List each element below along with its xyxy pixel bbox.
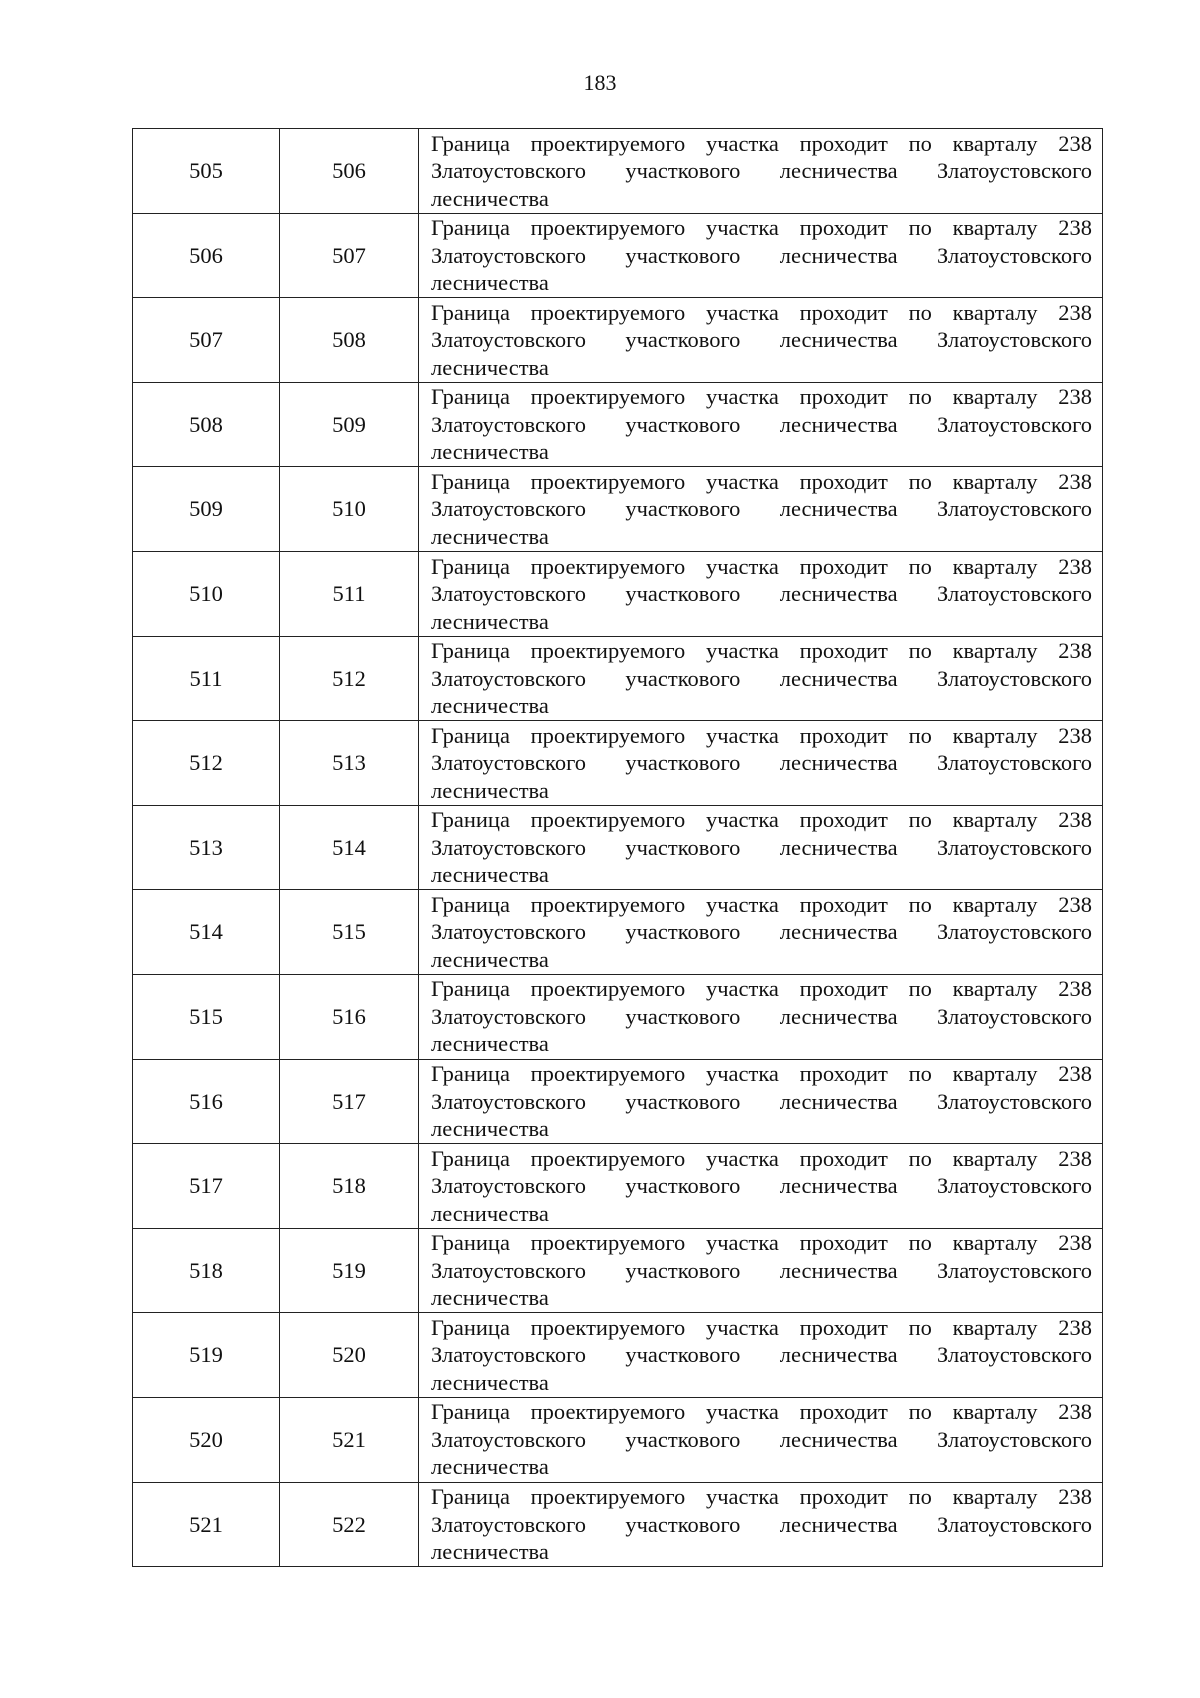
point-to-cell: 508 [280,298,419,383]
point-to-cell: 522 [280,1482,419,1567]
table-row [133,382,1103,467]
point-from-cell: 511 [133,636,280,721]
boundary-description-cell: Граница проектируемого участка проходит по кварталу 238 Златоустовского участкового лесничества Златоустовского лесничества [419,805,1103,890]
point-from-cell: 509 [133,467,280,552]
boundary-description-cell: Граница проектируемого участка проходит по кварталу 238 Златоустовского участкового лесничества Златоустовского лесничества [419,1059,1103,1144]
boundary-description-cell: Граница проектируемого участка проходит по кварталу 238 Златоустовского участкового лесничества Златоустовского лесничества [419,1397,1103,1482]
point-from-cell: 515 [133,974,280,1059]
point-to-cell: 519 [280,1228,419,1313]
table-row [133,974,1103,1059]
boundary-description-cell: Граница проектируемого участка проходит по кварталу 238 Златоустовского участкового лесничества Златоустовского лесничества [419,974,1103,1059]
point-from-cell: 508 [133,382,280,467]
boundary-description-cell: Граница проектируемого участка проходит по кварталу 238 Златоустовского участкового лесничества Златоустовского лесничества [419,1482,1103,1567]
point-from-cell: 506 [133,213,280,298]
boundary-description-cell: Граница проектируемого участка проходит по кварталу 238 Златоустовского участкового лесничества Златоустовского лесничества [419,721,1103,806]
boundary-table [132,128,1103,1567]
boundary-description-cell: Граница проектируемого участка проходит по кварталу 238 Златоустовского участкового лесничества Златоустовского лесничества [419,551,1103,636]
boundary-description-cell: Граница проектируемого участка проходит по кварталу 238 Златоустовского участкового лесничества Златоустовского лесничества [419,382,1103,467]
point-from-cell: 516 [133,1059,280,1144]
table-row [133,1397,1103,1482]
point-to-cell: 520 [280,1313,419,1398]
table-row [133,1482,1103,1567]
table-row [133,213,1103,298]
boundary-description-cell: Граница проектируемого участка проходит по кварталу 238 Златоустовского участкового лесничества Златоустовского лесничества [419,1313,1103,1398]
point-from-cell: 520 [133,1397,280,1482]
point-from-cell: 507 [133,298,280,383]
table-row [133,636,1103,721]
point-to-cell: 521 [280,1397,419,1482]
point-from-cell: 510 [133,551,280,636]
table-row [133,298,1103,383]
page-number: 183 [583,70,617,95]
point-to-cell: 510 [280,467,419,552]
point-to-cell: 515 [280,890,419,975]
boundary-description-cell: Граница проектируемого участка проходит по кварталу 238 Златоустовского участкового лесничества Златоустовского лесничества [419,636,1103,721]
table-row [133,890,1103,975]
point-from-cell: 521 [133,1482,280,1567]
point-from-cell: 514 [133,890,280,975]
boundary-description-cell: Граница проектируемого участка проходит по кварталу 238 Златоустовского участкового лесничества Златоустовского лесничества [419,1144,1103,1229]
boundary-description-cell: Граница проектируемого участка проходит по кварталу 238 Златоустовского участкового лесничества Златоустовского лесничества [419,467,1103,552]
point-to-cell: 507 [280,213,419,298]
point-from-cell: 518 [133,1228,280,1313]
boundary-description-cell: Граница проектируемого участка проходит по кварталу 238 Златоустовского участкового лесничества Златоустовского лесничества [419,129,1103,214]
boundary-description-cell: Граница проектируемого участка проходит по кварталу 238 Златоустовского участкового лесничества Златоустовского лесничества [419,1228,1103,1313]
boundary-description-cell: Граница проектируемого участка проходит по кварталу 238 Златоустовского участкового лесничества Златоустовского лесничества [419,890,1103,975]
table-row [133,1059,1103,1144]
boundary-description-cell: Граница проектируемого участка проходит по кварталу 238 Златоустовского участкового лесничества Златоустовского лесничества [419,298,1103,383]
table-row [133,551,1103,636]
boundary-description-cell: Граница проектируемого участка проходит по кварталу 238 Златоустовского участкового лесничества Златоустовского лесничества [419,213,1103,298]
table-row [133,1144,1103,1229]
point-to-cell: 506 [280,129,419,214]
point-to-cell: 516 [280,974,419,1059]
point-from-cell: 517 [133,1144,280,1229]
point-to-cell: 517 [280,1059,419,1144]
point-to-cell: 509 [280,382,419,467]
point-to-cell: 512 [280,636,419,721]
table-row [133,1228,1103,1313]
point-from-cell: 505 [133,129,280,214]
table-row [133,1313,1103,1398]
point-to-cell: 511 [280,551,419,636]
point-from-cell: 512 [133,721,280,806]
table-row [133,467,1103,552]
table-row [133,129,1103,214]
point-from-cell: 513 [133,805,280,890]
point-to-cell: 518 [280,1144,419,1229]
point-to-cell: 513 [280,721,419,806]
point-to-cell: 514 [280,805,419,890]
table-row [133,805,1103,890]
boundary-table-body [133,129,1103,1567]
point-from-cell: 519 [133,1313,280,1398]
table-row [133,721,1103,806]
